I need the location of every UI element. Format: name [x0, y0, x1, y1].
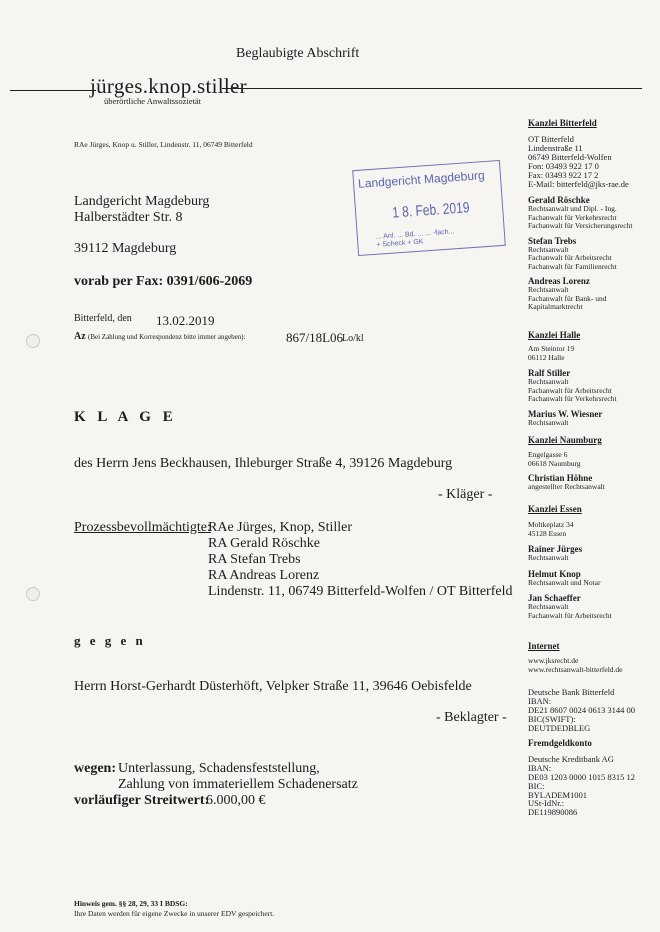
lawyer-title: Fachanwalt für Versicherungsrecht: [528, 221, 633, 230]
escrow-iban: DE03 1203 0000 1015 8315 12: [528, 772, 635, 782]
office-heading: Kanzlei Bitterfeld: [528, 118, 597, 128]
regarding-label: wegen:: [74, 761, 116, 776]
escrow-line: BIC:: [528, 781, 545, 791]
footer-notice-title: Hinweis gem. §§ 28, 29, 33 I BDSG:: [74, 899, 188, 908]
office-address-line: 06112 Halle: [528, 352, 565, 362]
counsel-address: Lindenstr. 11, 06749 Bitterfeld-Wolfen / OT Bitterfeld: [208, 584, 513, 599]
office-heading: Kanzlei Naumburg: [528, 435, 602, 445]
place-label: Bitterfeld, den: [74, 313, 132, 324]
logo-left-rule: [10, 90, 96, 91]
lawyer-title: Fachanwalt für Arbeitsrecht: [528, 610, 612, 620]
lawyer-name: Stefan Trebs: [528, 235, 577, 246]
lawyer-name: Rainer Jürges: [528, 544, 583, 554]
office-address-line: Lindenstraße 11: [528, 143, 583, 153]
bank-line: BIC(SWIFT):: [528, 714, 576, 724]
plaintiff-role: - Kläger -: [438, 487, 493, 502]
office-address-line: 06749 Bitterfeld-Wolfen: [528, 152, 612, 162]
reference-label: Az: [74, 331, 86, 342]
office-heading: Kanzlei Essen: [528, 504, 582, 514]
defendant-role: - Beklagter -: [436, 710, 507, 725]
sender-line: RAe Jürges, Knop u. Stiller, Lindenstr. 11, 06749 Bitterfeld: [74, 140, 253, 149]
office-address-line: Moltkeplatz 34: [528, 520, 574, 529]
logo-right-rule: [222, 88, 642, 89]
reference-note: (Bei Zahlung und Korrespondenz bitte immer angeben):: [88, 333, 246, 341]
lawyer-title: Fachanwalt für Familienrecht: [528, 261, 617, 271]
bank-iban: DE21 8607 0024 0613 3144 00: [528, 705, 635, 715]
escrow-line: IBAN:: [528, 763, 552, 773]
fax-line: vorab per Fax: 0391/606-2069: [74, 274, 253, 289]
against-label: g e g e n: [74, 633, 146, 648]
lawyer-title: Rechtsanwalt: [528, 377, 569, 386]
bank-block: [528, 688, 635, 733]
counsel-line: RAe Jürges, Knop, Stiller: [208, 520, 353, 535]
lawyer-title: Rechtsanwalt: [528, 244, 569, 254]
recipient-name: Landgericht Magdeburg: [74, 194, 210, 209]
counsel-line: RA Andreas Lorenz: [208, 568, 320, 583]
lawyer-name: Helmut Knop: [528, 568, 581, 579]
lawyer-title: Fachanwalt für Arbeitsrecht: [528, 385, 612, 395]
lawyer-title: Fachanwalt für Bank- und: [528, 293, 607, 303]
lawyer-title: Rechtsanwalt: [528, 417, 569, 427]
internet-block: [528, 641, 622, 674]
lawyer-name: Gerald Röschke: [528, 195, 590, 205]
vat-label: USt-IdNr.:: [528, 798, 565, 808]
office-phone: Fon: 03493 922 17 0: [528, 161, 599, 171]
bank-line: IBAN:: [528, 696, 552, 706]
lawyer-name: Jan Schaeffer: [528, 593, 581, 603]
escrow-bic: BYLADEM1001: [528, 790, 588, 800]
lawyer-title: Fachanwalt für Arbeitsrecht: [528, 253, 612, 262]
office-bitterfeld: [528, 118, 632, 312]
internet-heading: Internet: [528, 641, 560, 651]
stamp-fields-2: + Scheck + GK: [376, 238, 424, 249]
reference-suffix: Lo/kl: [342, 333, 364, 344]
lawyer-title: Rechtsanwalt: [528, 285, 569, 294]
escrow-block: [528, 738, 635, 800]
bank-line: Deutsche Bank Bitterfeld: [528, 687, 615, 697]
firm-tagline: überörtliche Anwaltssozietät: [104, 96, 202, 106]
lawyer-title: angestellter Rechtsanwalt: [528, 482, 605, 491]
office-address-line: OT Bitterfeld: [528, 134, 574, 144]
lawyer-title: Kapitalmarktrecht: [528, 302, 583, 311]
received-stamp: [352, 160, 506, 256]
reference-number: 867/18L06: [286, 330, 344, 345]
lawyer-title: Rechtsanwalt und Notar: [528, 577, 601, 587]
vat-number: DE119890086: [528, 807, 578, 817]
lawyer-name: Christian Höhne: [528, 473, 593, 483]
office-heading: Kanzlei Halle: [528, 330, 581, 340]
lawyer-title: Rechtsanwalt: [528, 553, 569, 562]
lawyer-name: Ralf Stiller: [528, 368, 571, 378]
website-link[interactable]: www.rechtsanwalt-bitterfeld.de: [528, 664, 623, 674]
lawyer-name: Marius W. Wiesner: [528, 408, 603, 419]
value-amount: 6.000,00 €: [206, 793, 266, 808]
certified-copy-label: Beglaubigte Abschrift: [236, 46, 360, 61]
defendant-line: Herrn Horst-Gerhardt Düsterhöft, Velpker Straße 11, 39646 Oebisfelde: [74, 679, 472, 694]
escrow-heading: Fremdgeldkonto: [528, 738, 592, 748]
office-address-line: Am Steintor 19: [528, 344, 575, 353]
office-naumburg: [528, 435, 605, 492]
office-address-line: 06618 Naumburg: [528, 458, 581, 468]
stamp-fields: ... Anl. ... Bd. ... ... -fach...: [375, 228, 455, 241]
office-address-line: Engelgasse 6: [528, 450, 568, 459]
recipient-city: 39112 Magdeburg: [74, 241, 177, 256]
firm-logo: jürges.knop.stiller: [90, 74, 247, 98]
lawyer-name: Andreas Lorenz: [528, 276, 590, 286]
regarding-text-2: Zahlung von immateriellem Schadenersatz: [118, 777, 358, 792]
plaintiff-line: des Herrn Jens Beckhausen, Ihleburger Straße 4, 39126 Magdeburg: [74, 456, 453, 471]
office-address-line: 45128 Essen: [528, 528, 567, 538]
bank-bic: DEUTDEDBLEG: [528, 723, 591, 733]
vat-block: [528, 799, 577, 817]
lawyer-title: Fachanwalt für Verkehrsrecht: [528, 394, 617, 403]
value-label: vorläufiger Streitwert:: [74, 793, 210, 808]
footer-notice-text: Ihre Daten werden für eigene Zwecke in unserer EDV gespeichert.: [74, 909, 275, 918]
regarding-text-1: Unterlassung, Schadensfeststellung,: [118, 761, 320, 776]
escrow-line: Deutsche Kreditbank AG: [528, 754, 614, 764]
counsel-label: Prozessbevollmächtigte:: [74, 520, 211, 535]
lawyer-title: Fachanwalt für Verkehrsrecht: [528, 212, 617, 222]
letter-date: 13.02.2019: [156, 313, 215, 328]
stamp-court: Landgericht Magdeburg: [357, 168, 486, 191]
stamp-date: 1 8. Feb. 2019: [391, 199, 471, 222]
office-fax: Fax: 03493 922 17 2: [528, 170, 599, 180]
document-title: K L A G E: [74, 409, 177, 425]
office-essen: [528, 504, 612, 620]
lawyer-title: Rechtsanwalt und Dipl. - Ing.: [528, 204, 617, 213]
lawyer-title: Rechtsanwalt: [528, 602, 569, 611]
counsel-line: RA Gerald Röschke: [208, 536, 320, 551]
punch-hole-top: [26, 334, 40, 348]
punch-hole-bottom: [26, 587, 40, 601]
office-halle: [528, 330, 617, 427]
website-link[interactable]: www.jksrecht.de: [528, 656, 579, 665]
recipient-street: Halberstädter Str. 8: [74, 210, 183, 225]
office-email: E-Mail: bitterfeld@jks-rae.de: [528, 179, 629, 189]
counsel-line: RA Stefan Trebs: [208, 552, 301, 567]
